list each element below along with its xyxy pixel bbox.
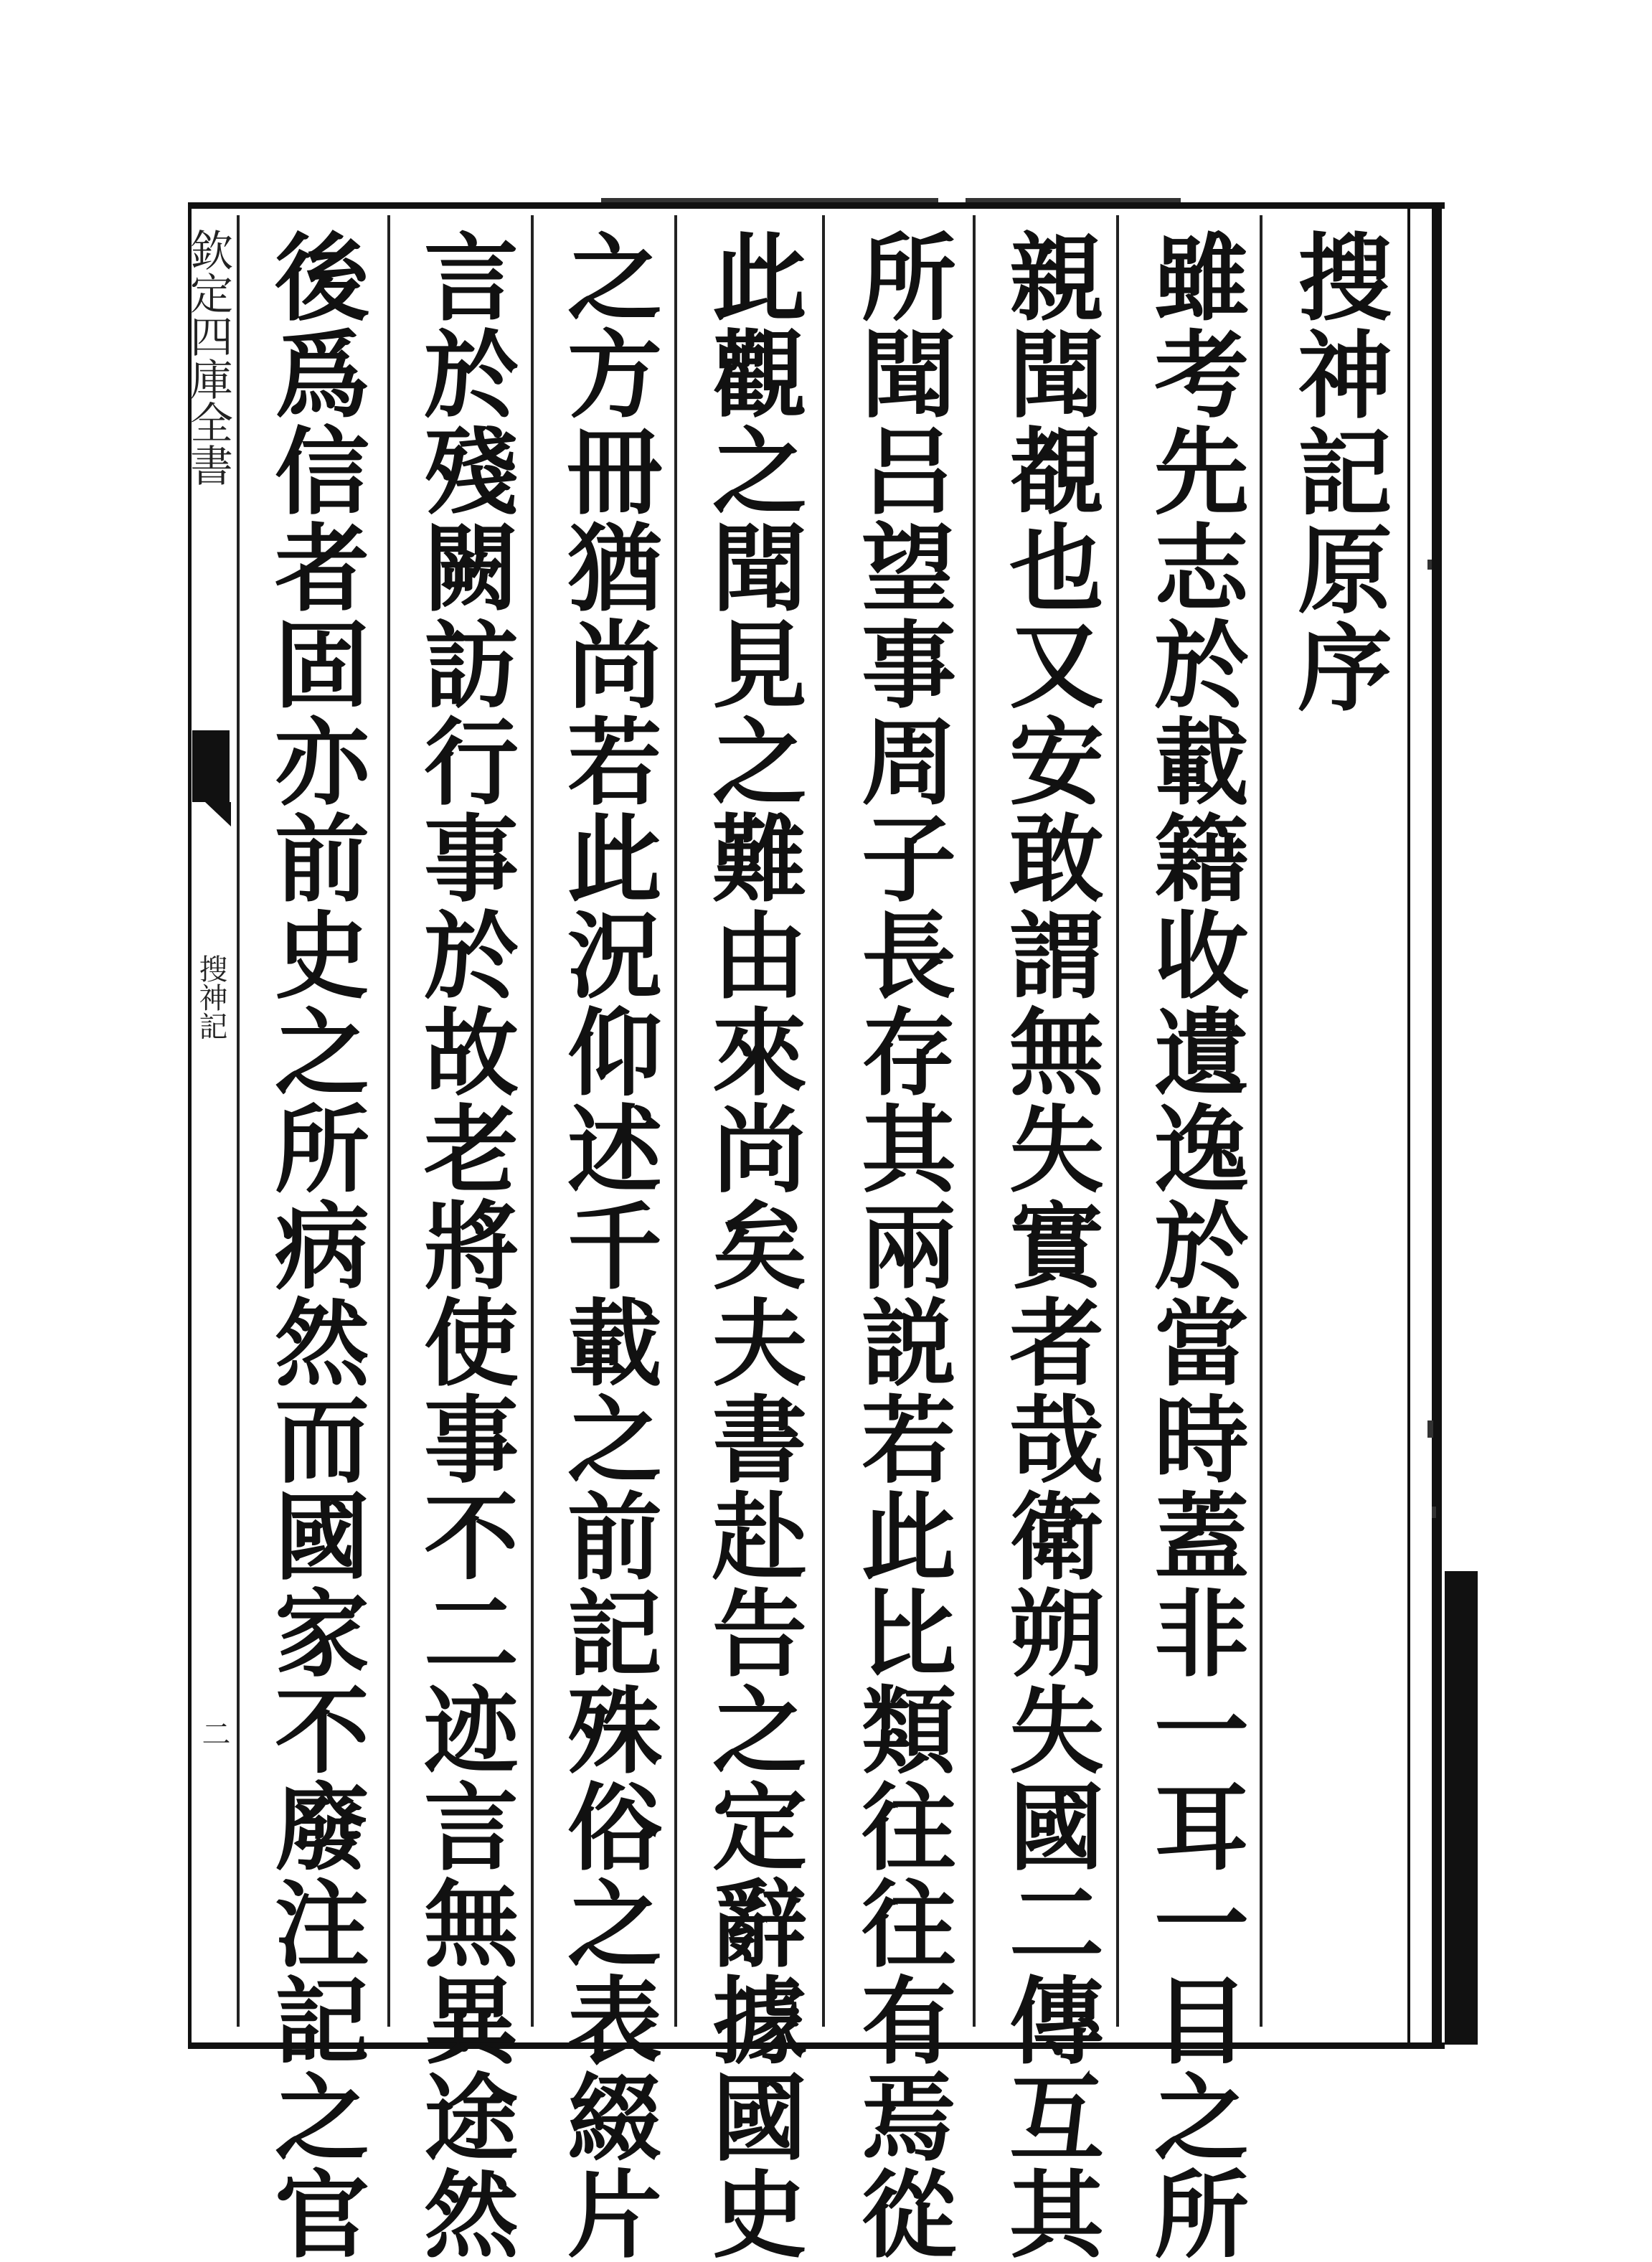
- column-divider: [822, 215, 825, 2027]
- margin-header-fragment: 欽定四庫全書: [183, 228, 233, 486]
- margin-book-title: 搜神記: [194, 954, 227, 1040]
- page-frame: [183, 202, 1445, 2262]
- scan-artifact: [966, 198, 1181, 202]
- frame-right-border: [1432, 202, 1442, 2042]
- text-column-6: 言於殘闕訪行事於故老將使事不二迹言無異途然: [407, 228, 519, 2262]
- scan-artifact: [1432, 1507, 1436, 1518]
- text-column-1: 雖考先志於載籍收遺逸於當時蓋非一耳一目之所: [1138, 228, 1249, 2262]
- column-divider: [1260, 215, 1262, 2027]
- frame-right-inner-border: [1407, 202, 1410, 2042]
- page-number: 二: [197, 1719, 230, 1748]
- document-title: 搜神記原序: [1281, 228, 1392, 716]
- binding-bar: [1445, 1571, 1478, 2045]
- text-column-3: 所聞吕望事周子長存其兩説若此比類往往有焉從: [845, 228, 956, 2262]
- text-column-5: 之方冊猶尚若此況仰述千載之前記殊俗之表綴片: [551, 228, 662, 2262]
- scan-artifact: [1427, 1420, 1433, 1438]
- text-column-2: 親聞覩也又安敢謂無失實者哉衛朔失國二傳互其: [993, 228, 1104, 2262]
- scan-artifact: [601, 198, 938, 202]
- text-column-4: 此觀之聞見之難由來尚矣夫書赴告之定辭據國史: [696, 228, 807, 2262]
- column-divider: [674, 215, 677, 2027]
- fold-mark: [192, 730, 230, 802]
- column-divider: [531, 215, 534, 2027]
- column-divider: [237, 215, 240, 2027]
- column-divider: [387, 215, 390, 2027]
- column-divider: [973, 215, 976, 2027]
- text-column-7: 後爲信者固亦前史之所病然而國家不廢注記之官: [258, 228, 369, 2262]
- column-divider: [1116, 215, 1119, 2027]
- scan-artifact: [1427, 560, 1432, 570]
